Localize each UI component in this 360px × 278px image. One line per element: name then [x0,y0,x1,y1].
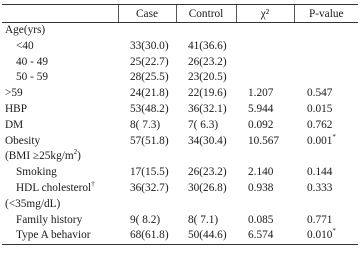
case-value: 53(48.2) [130,102,169,115]
control-value [176,149,236,165]
row-label-superscript: 2 [73,148,78,157]
row-label-text: Smoking [16,166,57,179]
control-value: 8( 7.1) [188,213,219,226]
row-label [2,118,118,134]
p-value-text: 0.010 [307,229,333,242]
row-label-text: (BMI ≥25kg/m [5,150,74,163]
row-label-text: HDL cholesterol [16,181,92,194]
row-label-text: Obesity [5,134,41,147]
case-value: 25(22.7) [130,55,169,68]
case-value: 24(21.8) [130,87,169,100]
row-label-text: Family history [16,213,83,226]
table-header [2,5,358,23]
case-value: 28(25.5) [130,71,169,84]
p-value [294,102,358,118]
p-value-text: 0.762 [307,118,333,131]
row-label [2,86,118,102]
row-label [2,70,118,86]
p-value-text: 0.144 [307,166,333,179]
p-value [294,134,358,150]
p-value-text: 0.547 [307,87,333,100]
control-value [176,197,236,213]
chi-square-value: 0.085 [248,213,274,226]
case-value [118,149,176,165]
row-label-text: Age(yrs) [5,24,46,36]
table-row [2,70,358,86]
row-label-text: 50 - 59 [16,71,49,84]
header-row [2,5,358,23]
p-value [294,165,358,181]
control-value: 26(23.2) [188,55,227,68]
p-value [294,149,358,165]
p-value [294,86,358,102]
table-row [2,149,358,165]
row-label-text: HBP [5,102,27,115]
table-row [2,213,358,229]
table-row [2,197,358,213]
row-label [2,228,118,244]
chi-square-value [236,70,294,86]
row-label [2,102,118,118]
control-value: 22(19.6) [188,87,227,100]
chi-square-value: 5.944 [248,102,274,115]
table-row [2,181,358,197]
row-label [2,149,118,165]
header-p-value: P-value [294,5,358,23]
control-value: 30(26.8) [188,181,227,194]
control-value: 26(23.2) [188,166,227,179]
table-row [2,23,358,39]
control-value: 50(44.6) [176,228,236,244]
table-row [2,86,358,102]
chi-square-value: 1.207 [248,87,274,100]
p-value [294,213,358,229]
row-label [2,39,118,55]
row-label [2,55,118,71]
p-value [294,197,358,213]
control-value: 34(30.4) [188,134,227,147]
row-label-tail: ) [77,150,81,163]
chi-square-value: 6.574 [236,228,294,244]
header-case: Case [118,5,176,23]
chi-square-value [236,23,294,39]
control-value [176,23,236,39]
table-row [2,39,358,55]
p-value-text: 0.771 [307,213,333,226]
row-label-text: >59 [5,87,23,100]
case-value: 33(30.0) [130,39,169,52]
table-body [2,23,358,245]
row-label [2,213,118,229]
chi-square-value [236,197,294,213]
p-value-text: 0.001 [307,134,333,147]
row-label [2,197,118,213]
case-value [118,23,176,39]
chi-square-value [236,39,294,55]
p-value [294,118,358,134]
case-value: 8( 7.3) [130,118,161,131]
control-value: 41(36.6) [188,39,227,52]
case-value [118,197,176,213]
header-blank [2,5,118,23]
p-value [294,70,358,86]
row-label-text: (<35mg/dL) [5,197,61,210]
case-value: 9( 8.2) [130,213,161,226]
case-value: 36(32.7) [130,181,169,194]
table-row [2,228,358,244]
header-chi-square: χ² [236,5,294,23]
row-label-superscript: † [91,180,95,189]
row-label-text: Type A behavior [16,229,91,242]
table-row [2,165,358,181]
p-value-text: 0.015 [307,102,333,115]
significance-marker: * [332,132,336,141]
chi-square-value: 2.140 [248,166,274,179]
row-label [2,181,118,197]
row-label [2,165,118,181]
p-value [294,39,358,55]
control-value: 23(20.5) [188,71,227,84]
p-value [294,55,358,71]
row-label [2,23,118,39]
chi-square-value [236,55,294,71]
chi-square-value: 0.938 [248,181,274,194]
p-value [294,23,358,39]
row-label [2,134,118,150]
p-value-text: 0.333 [307,181,333,194]
chi-square-value: 10.567 [248,134,280,147]
table-row [2,55,358,71]
table-row [2,118,358,134]
table-row [2,134,358,150]
significance-marker: * [332,227,336,236]
p-value [294,228,358,244]
case-value: 68(61.8) [118,228,176,244]
chi-square-value: 0.092 [248,118,274,131]
case-value: 17(15.5) [130,166,169,179]
row-label-text: <40 [16,39,34,52]
row-label-text: 40 - 49 [16,55,49,68]
header-control: Control [176,5,236,23]
p-value [294,181,358,197]
control-value: 36(32.1) [188,102,227,115]
table-row [2,102,358,118]
case-value: 57(51.8) [130,134,169,147]
control-value: 7( 6.3) [188,118,219,131]
risk-factor-table [2,4,358,245]
chi-square-value [236,149,294,165]
row-label-text: DM [5,118,24,131]
